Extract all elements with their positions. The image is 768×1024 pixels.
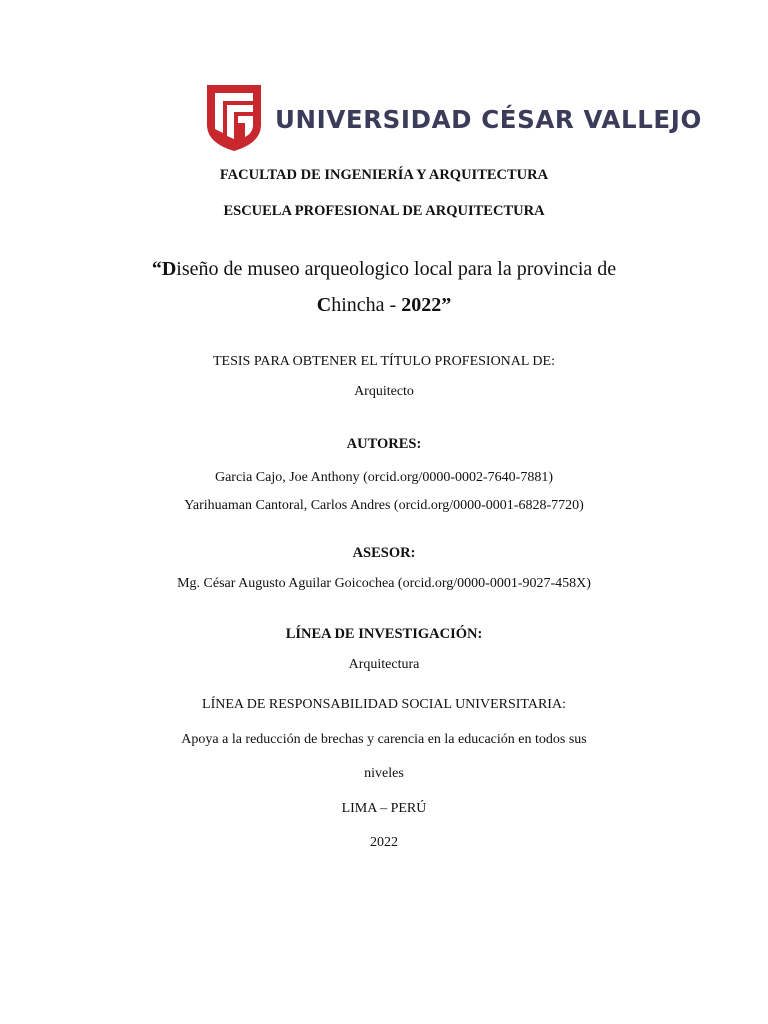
advisor-name: Mg. César Augusto Aguilar Goicochea (orcid.org/0000-0001-9027-458X) xyxy=(177,576,591,591)
year: 2022 xyxy=(370,835,398,850)
school-name: ESCUELA PROFESIONAL DE ARQUITECTURA xyxy=(223,203,545,219)
title-line-1-text: iseño de museo arqueologico local para la provincia de xyxy=(176,258,617,280)
advisor-heading: ASESOR: xyxy=(352,545,416,561)
faculty-name: FACULTAD DE INGENIERÍA Y ARQUITECTURA xyxy=(219,167,549,183)
university-shield-icon xyxy=(207,85,261,151)
title-year: 2022 xyxy=(401,294,442,316)
degree: Arquitecto xyxy=(354,384,414,399)
title-initial-d: D xyxy=(161,258,177,280)
author-1: Garcia Cajo, Joe Anthony (orcid.org/0000-0002-7640-7881) xyxy=(214,470,553,485)
social-responsibility-line-1: Apoya a la reducción de brechas y carencia en la educación en todos sus xyxy=(181,732,587,747)
title-open-quote: “ xyxy=(151,258,162,280)
title-initial-c: C xyxy=(316,294,332,316)
thesis-label: TESIS PARA OBTENER EL TÍTULO PROFESIONAL DE: xyxy=(213,354,555,369)
thesis-title-line-1 xyxy=(0,258,768,281)
social-responsibility-heading: LÍNEA DE RESPONSABILIDAD SOCIAL UNIVERSITARIA: xyxy=(202,697,566,712)
title-close-quote: ” xyxy=(441,294,452,316)
title-line-2-text: hincha - xyxy=(331,294,402,316)
authors-heading: AUTORES: xyxy=(346,436,422,452)
university-logo xyxy=(207,84,702,152)
social-responsibility-line-2: niveles xyxy=(364,766,404,781)
city: LIMA – PERÚ xyxy=(341,801,427,816)
research-line: Arquitectura xyxy=(348,657,420,672)
research-heading: LÍNEA DE INVESTIGACIÓN: xyxy=(285,626,483,642)
university-name: UNIVERSIDAD CÉSAR VALLEJO xyxy=(275,104,702,134)
thesis-title-line-2 xyxy=(0,294,768,317)
author-2: Yarihuaman Cantoral, Carlos Andres (orcid.org/0000-0001-6828-7720) xyxy=(184,498,584,513)
